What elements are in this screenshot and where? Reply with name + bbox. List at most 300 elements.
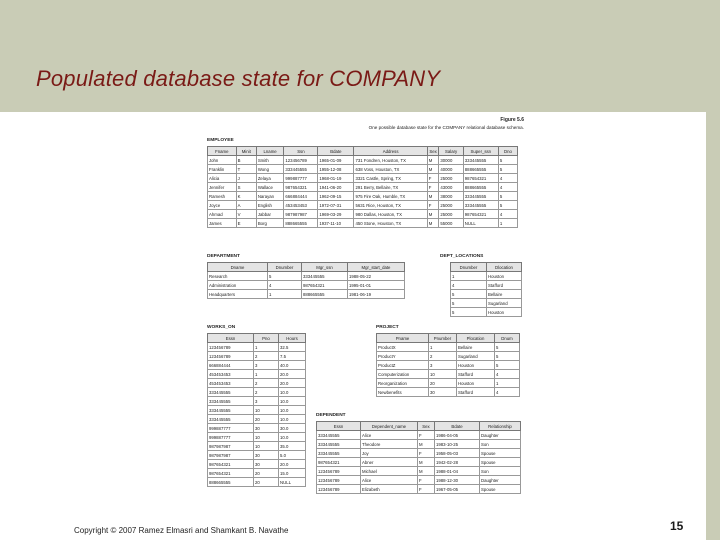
column-header: Essn bbox=[317, 422, 361, 431]
table-cell: 1958-05-03 bbox=[435, 449, 480, 458]
table-cell: 333445555 bbox=[208, 415, 254, 424]
table-cell: 4 bbox=[451, 281, 487, 290]
table-row bbox=[451, 290, 522, 299]
table-row bbox=[377, 343, 520, 352]
column-header: Pno bbox=[254, 334, 279, 343]
table-cell: 888665555 bbox=[302, 290, 348, 299]
table-cell: 43000 bbox=[439, 183, 463, 192]
table-cell: 1 bbox=[254, 343, 279, 352]
table-cell: ProductY bbox=[377, 352, 429, 361]
table-cell: 2 bbox=[429, 352, 457, 361]
table-cell: M bbox=[418, 458, 435, 467]
table-cell: 987654321 bbox=[463, 210, 498, 219]
table-cell: M bbox=[427, 165, 439, 174]
table-cell: 888665555 bbox=[463, 165, 498, 174]
table-cell: 1937-11-10 bbox=[318, 219, 354, 228]
table-cell: Stafford bbox=[457, 370, 495, 379]
table-cell: 123456789 bbox=[208, 352, 254, 361]
table-cell: 888665555 bbox=[463, 183, 498, 192]
table-row bbox=[317, 476, 521, 485]
table-cell: 1 bbox=[429, 343, 457, 352]
table-cell: Ramesh bbox=[208, 192, 237, 201]
table-header-row bbox=[377, 334, 520, 343]
page-number: 15 bbox=[670, 519, 684, 533]
table-row bbox=[451, 308, 522, 317]
table-cell: 5.0 bbox=[279, 451, 306, 460]
table-cell: J bbox=[236, 174, 256, 183]
table-row bbox=[208, 442, 306, 451]
table-cell: 123456789 bbox=[317, 476, 361, 485]
table-header-row bbox=[208, 147, 518, 156]
table-cell: Elizabeth bbox=[361, 485, 418, 494]
table-cell: Abner bbox=[361, 458, 418, 467]
table-cell: Stafford bbox=[487, 281, 522, 290]
table-cell: 4 bbox=[498, 183, 517, 192]
table-cell: Smith bbox=[256, 156, 284, 165]
table-row bbox=[451, 272, 522, 281]
table-cell: 7.5 bbox=[279, 352, 306, 361]
table-row bbox=[451, 281, 522, 290]
column-header: Dependent_name bbox=[361, 422, 418, 431]
table-cell: 453453453 bbox=[208, 370, 254, 379]
table-cell: NULL bbox=[279, 478, 306, 487]
table-row bbox=[208, 192, 518, 201]
table-row bbox=[317, 467, 521, 476]
table-cell: 10.0 bbox=[279, 388, 306, 397]
table-cell: 333445555 bbox=[317, 431, 361, 440]
table-cell: 333445555 bbox=[208, 406, 254, 415]
table-cell: V bbox=[236, 210, 256, 219]
copyright-notice: Copyright © 2007 Ramez Elmasri and Shamkant B. Navathe bbox=[74, 526, 289, 535]
table-row bbox=[208, 478, 306, 487]
table-cell: Narayan bbox=[256, 192, 284, 201]
table-cell: Daughter bbox=[480, 431, 521, 440]
table-cell: 1 bbox=[268, 290, 302, 299]
table-cell: 4 bbox=[498, 210, 517, 219]
employee-table-name: EMPLOYEE bbox=[207, 138, 234, 143]
table-cell: 1986-04-05 bbox=[435, 431, 480, 440]
table-cell: M bbox=[427, 210, 439, 219]
table-row bbox=[208, 290, 405, 299]
table-cell: 30 bbox=[429, 388, 457, 397]
table-cell: 987654321 bbox=[284, 183, 318, 192]
table-cell: 4 bbox=[498, 174, 517, 183]
table-row bbox=[208, 379, 306, 388]
table-cell: Sugarland bbox=[487, 299, 522, 308]
table-row bbox=[208, 469, 306, 478]
column-header: Bdate bbox=[318, 147, 354, 156]
table-cell: ProductZ bbox=[377, 361, 429, 370]
table-row bbox=[208, 370, 306, 379]
table-cell: Bellaire bbox=[487, 290, 522, 299]
table-header-row bbox=[317, 422, 521, 431]
table-cell: 888665555 bbox=[284, 219, 318, 228]
table-cell: 20.0 bbox=[279, 370, 306, 379]
table-cell: 15.0 bbox=[279, 469, 306, 478]
table-row bbox=[377, 370, 520, 379]
table-row bbox=[317, 485, 521, 494]
table-cell: 30000 bbox=[439, 156, 463, 165]
table-cell: Franklin bbox=[208, 165, 237, 174]
table-cell: 5 bbox=[451, 299, 487, 308]
table-cell: 10.0 bbox=[279, 406, 306, 415]
table-cell: English bbox=[256, 201, 284, 210]
table-cell: 1995-01-01 bbox=[348, 281, 405, 290]
table-row bbox=[208, 174, 518, 183]
column-header: Sex bbox=[418, 422, 435, 431]
table-cell: 10.0 bbox=[279, 433, 306, 442]
table-cell: Computerization bbox=[377, 370, 429, 379]
table-cell: Son bbox=[480, 467, 521, 476]
table-cell: M bbox=[427, 156, 439, 165]
table-cell: Joyce bbox=[208, 201, 237, 210]
employee-table bbox=[207, 146, 518, 228]
table-cell: Borg bbox=[256, 219, 284, 228]
slide-title: Populated database state for COMPANY bbox=[36, 66, 441, 91]
table-cell: 1967-05-05 bbox=[435, 485, 480, 494]
table-cell: 333445555 bbox=[208, 388, 254, 397]
table-cell: Houston bbox=[457, 361, 495, 370]
table-cell: Son bbox=[480, 440, 521, 449]
table-cell: 333445555 bbox=[284, 165, 318, 174]
table-row bbox=[208, 156, 518, 165]
table-cell: F bbox=[427, 174, 439, 183]
table-cell: 123456789 bbox=[317, 485, 361, 494]
table-cell: Joy bbox=[361, 449, 418, 458]
table-cell: 5 bbox=[498, 201, 517, 210]
table-row bbox=[208, 210, 518, 219]
table-cell: Bellaire bbox=[457, 343, 495, 352]
table-row bbox=[377, 379, 520, 388]
table-cell: 333445555 bbox=[463, 156, 498, 165]
table-cell: 638 Voss, Houston, TX bbox=[354, 165, 427, 174]
table-cell: 5 bbox=[451, 290, 487, 299]
table-cell: Wong bbox=[256, 165, 284, 174]
table-cell: 5 bbox=[451, 308, 487, 317]
table-cell: F bbox=[427, 183, 439, 192]
table-cell: F bbox=[418, 449, 435, 458]
table-cell: Zelaya bbox=[256, 174, 284, 183]
column-header: Address bbox=[354, 147, 427, 156]
table-cell: Wallace bbox=[256, 183, 284, 192]
table-cell: 2 bbox=[254, 379, 279, 388]
table-header-row bbox=[208, 263, 405, 272]
table-cell: 32.5 bbox=[279, 343, 306, 352]
column-header: Ssn bbox=[284, 147, 318, 156]
table-cell: 25000 bbox=[439, 201, 463, 210]
table-cell: B bbox=[236, 156, 256, 165]
table-cell: 5 bbox=[495, 343, 520, 352]
table-cell: 1983-10-25 bbox=[435, 440, 480, 449]
column-header: Dnum bbox=[495, 334, 520, 343]
table-row bbox=[451, 299, 522, 308]
table-cell: 123456789 bbox=[284, 156, 318, 165]
table-cell: 980 Dallas, Houston, TX bbox=[354, 210, 427, 219]
table-cell: S bbox=[236, 183, 256, 192]
table-cell: 333445555 bbox=[317, 449, 361, 458]
table-cell: 1942-02-28 bbox=[435, 458, 480, 467]
table-cell: Ahmad bbox=[208, 210, 237, 219]
table-cell: 453453453 bbox=[208, 379, 254, 388]
column-header: Hours bbox=[279, 334, 306, 343]
table-cell: 20.0 bbox=[279, 379, 306, 388]
table-row bbox=[208, 183, 518, 192]
dept-locations-table-name: DEPT_LOCATIONS bbox=[440, 254, 484, 259]
table-cell: 888665555 bbox=[208, 478, 254, 487]
table-cell: 20 bbox=[429, 379, 457, 388]
table-cell: 10.0 bbox=[279, 397, 306, 406]
table-cell: 20 bbox=[254, 415, 279, 424]
table-cell: 975 Fire Oak, Humble, TX bbox=[354, 192, 427, 201]
column-header: Pnumber bbox=[429, 334, 457, 343]
table-cell: 1 bbox=[495, 379, 520, 388]
column-header: Sex bbox=[427, 147, 439, 156]
table-cell: 1955-12-08 bbox=[318, 165, 354, 174]
table-cell: Jabbar bbox=[256, 210, 284, 219]
table-cell: M bbox=[418, 467, 435, 476]
table-cell: 987654321 bbox=[208, 469, 254, 478]
table-cell: Sugarland bbox=[457, 352, 495, 361]
column-header: Lname bbox=[256, 147, 284, 156]
table-cell: 1969-03-29 bbox=[318, 210, 354, 219]
table-cell: 10 bbox=[254, 406, 279, 415]
table-cell: 40000 bbox=[439, 165, 463, 174]
table-cell: 987654321 bbox=[208, 460, 254, 469]
table-cell: 3321 Castle, Spring, TX bbox=[354, 174, 427, 183]
table-cell: 1968-01-19 bbox=[318, 174, 354, 183]
table-cell: 30.0 bbox=[279, 424, 306, 433]
project-table bbox=[376, 333, 520, 397]
column-header: Dnumber bbox=[451, 263, 487, 272]
table-row bbox=[208, 415, 306, 424]
table-cell: T bbox=[236, 165, 256, 174]
table-cell: 666884444 bbox=[208, 361, 254, 370]
table-row bbox=[208, 352, 306, 361]
table-cell: NULL bbox=[463, 219, 498, 228]
department-table-name: DEPARTMENT bbox=[207, 254, 240, 259]
table-cell: F bbox=[418, 476, 435, 485]
table-cell: James bbox=[208, 219, 237, 228]
table-cell: Stafford bbox=[457, 388, 495, 397]
table-cell: 291 Berry, Bellaire, TX bbox=[354, 183, 427, 192]
table-cell: 5 bbox=[498, 156, 517, 165]
table-cell: 1941-06-20 bbox=[318, 183, 354, 192]
dependent-table-name: DEPENDENT bbox=[316, 413, 346, 418]
table-cell: 55000 bbox=[439, 219, 463, 228]
table-cell: Administration bbox=[208, 281, 268, 290]
table-cell: 40.0 bbox=[279, 361, 306, 370]
table-row bbox=[208, 219, 518, 228]
table-cell: F bbox=[418, 431, 435, 440]
table-cell: Spouse bbox=[480, 485, 521, 494]
table-cell: Research bbox=[208, 272, 268, 281]
table-cell: 30 bbox=[254, 460, 279, 469]
table-cell: 5 bbox=[498, 165, 517, 174]
table-cell: 987987987 bbox=[284, 210, 318, 219]
table-cell: Jennifer bbox=[208, 183, 237, 192]
column-header: Mgr_ssn bbox=[302, 263, 348, 272]
table-row bbox=[208, 272, 405, 281]
table-cell: 20 bbox=[254, 478, 279, 487]
table-cell: 30 bbox=[254, 424, 279, 433]
table-cell: Houston bbox=[487, 308, 522, 317]
works-on-table-name: WORKS_ON bbox=[207, 325, 236, 330]
table-cell: 1988-01-04 bbox=[435, 467, 480, 476]
table-cell: 1988-05-22 bbox=[348, 272, 405, 281]
table-cell: Houston bbox=[457, 379, 495, 388]
table-cell: 987654321 bbox=[302, 281, 348, 290]
table-row bbox=[208, 281, 405, 290]
table-header-row bbox=[208, 334, 306, 343]
column-header: Bdate bbox=[435, 422, 480, 431]
table-row bbox=[208, 397, 306, 406]
table-cell: 4 bbox=[495, 370, 520, 379]
table-cell: 20 bbox=[254, 469, 279, 478]
table-cell: 333445555 bbox=[208, 397, 254, 406]
table-row bbox=[208, 361, 306, 370]
table-cell: 3 bbox=[429, 361, 457, 370]
table-cell: 1965-01-09 bbox=[318, 156, 354, 165]
column-header: Relationship bbox=[480, 422, 521, 431]
dept-locations-table bbox=[450, 262, 522, 317]
table-cell: Alice bbox=[361, 431, 418, 440]
table-cell: 999887777 bbox=[208, 424, 254, 433]
table-row bbox=[208, 406, 306, 415]
column-header: Minit bbox=[236, 147, 256, 156]
table-row bbox=[317, 440, 521, 449]
table-row bbox=[317, 449, 521, 458]
table-cell: 10.0 bbox=[279, 415, 306, 424]
table-cell: 4 bbox=[495, 388, 520, 397]
table-cell: 450 Stone, Houston, TX bbox=[354, 219, 427, 228]
title-band bbox=[0, 0, 720, 112]
table-cell: 1962-09-15 bbox=[318, 192, 354, 201]
table-cell: Newbenefits bbox=[377, 388, 429, 397]
table-cell: 20.0 bbox=[279, 460, 306, 469]
column-header: Dname bbox=[208, 263, 268, 272]
table-cell: 987987987 bbox=[208, 442, 254, 451]
table-cell: 1 bbox=[498, 219, 517, 228]
column-header: Essn bbox=[208, 334, 254, 343]
table-row bbox=[208, 343, 306, 352]
table-cell: Daughter bbox=[480, 476, 521, 485]
table-cell: 1988-12-30 bbox=[435, 476, 480, 485]
table-cell: 25000 bbox=[439, 174, 463, 183]
table-cell: 2 bbox=[254, 388, 279, 397]
column-header: Plocation bbox=[457, 334, 495, 343]
table-cell: M bbox=[427, 192, 439, 201]
table-cell: 666884444 bbox=[284, 192, 318, 201]
table-cell: 38000 bbox=[439, 192, 463, 201]
table-row bbox=[317, 458, 521, 467]
table-cell: 987654321 bbox=[463, 174, 498, 183]
table-cell: Spouse bbox=[480, 449, 521, 458]
table-cell: 123456789 bbox=[317, 467, 361, 476]
table-cell: 987987987 bbox=[208, 451, 254, 460]
department-table bbox=[207, 262, 405, 299]
table-cell: Theodore bbox=[361, 440, 418, 449]
table-cell: Alice bbox=[361, 476, 418, 485]
table-cell: F bbox=[418, 485, 435, 494]
table-row bbox=[377, 352, 520, 361]
table-cell: 25000 bbox=[439, 210, 463, 219]
table-row bbox=[208, 165, 518, 174]
table-cell: 333445555 bbox=[463, 201, 498, 210]
table-cell: 1 bbox=[254, 370, 279, 379]
table-cell: 333445555 bbox=[463, 192, 498, 201]
table-cell: F bbox=[427, 201, 439, 210]
table-row bbox=[317, 431, 521, 440]
figure-caption: One possible database state for the COMPANY relational database schema. bbox=[368, 125, 524, 130]
table-row bbox=[208, 460, 306, 469]
project-table-name: PROJECT bbox=[376, 325, 399, 330]
table-cell: Headquarters bbox=[208, 290, 268, 299]
works-on-table bbox=[207, 333, 306, 487]
table-cell: 1 bbox=[451, 272, 487, 281]
table-cell: 123456789 bbox=[208, 343, 254, 352]
column-header: Dnumber bbox=[268, 263, 302, 272]
table-cell: 999887777 bbox=[284, 174, 318, 183]
table-cell: 5 bbox=[268, 272, 302, 281]
table-cell: 453453453 bbox=[284, 201, 318, 210]
table-cell: 35.0 bbox=[279, 442, 306, 451]
table-cell: M bbox=[418, 440, 435, 449]
table-cell: E bbox=[236, 219, 256, 228]
table-cell: 30 bbox=[254, 451, 279, 460]
column-header: Fname bbox=[208, 147, 237, 156]
table-cell: 10 bbox=[254, 442, 279, 451]
column-header: Mgr_start_date bbox=[348, 263, 405, 272]
table-cell: 2 bbox=[254, 352, 279, 361]
column-header: Super_ssn bbox=[463, 147, 498, 156]
table-cell: 731 Fondren, Houston, TX bbox=[354, 156, 427, 165]
right-accent-strip bbox=[706, 0, 720, 540]
column-header: Dno bbox=[498, 147, 517, 156]
table-cell: 1981-06-19 bbox=[348, 290, 405, 299]
table-cell: M bbox=[427, 219, 439, 228]
table-row bbox=[208, 451, 306, 460]
table-cell: Houston bbox=[487, 272, 522, 281]
table-cell: 333445555 bbox=[317, 440, 361, 449]
table-row bbox=[208, 433, 306, 442]
table-row bbox=[377, 361, 520, 370]
table-cell: 10 bbox=[429, 370, 457, 379]
table-cell: 333445555 bbox=[302, 272, 348, 281]
table-cell: 3 bbox=[254, 361, 279, 370]
table-header-row bbox=[451, 263, 522, 272]
table-cell: Alicia bbox=[208, 174, 237, 183]
table-cell: 999887777 bbox=[208, 433, 254, 442]
dependent-table bbox=[316, 421, 521, 494]
table-row bbox=[208, 201, 518, 210]
table-cell: A bbox=[236, 201, 256, 210]
table-cell: 4 bbox=[268, 281, 302, 290]
table-cell: 5631 Rice, Houston, TX bbox=[354, 201, 427, 210]
table-cell: K bbox=[236, 192, 256, 201]
table-cell: Reorganization bbox=[377, 379, 429, 388]
table-cell: 1972-07-31 bbox=[318, 201, 354, 210]
table-cell: Spouse bbox=[480, 458, 521, 467]
table-cell: 3 bbox=[254, 397, 279, 406]
table-cell: 5 bbox=[495, 361, 520, 370]
table-cell: 5 bbox=[495, 352, 520, 361]
company-database-figure bbox=[204, 117, 524, 517]
column-header: Pname bbox=[377, 334, 429, 343]
table-cell: 987654321 bbox=[317, 458, 361, 467]
table-cell: John bbox=[208, 156, 237, 165]
table-cell: ProductX bbox=[377, 343, 429, 352]
table-cell: Michael bbox=[361, 467, 418, 476]
